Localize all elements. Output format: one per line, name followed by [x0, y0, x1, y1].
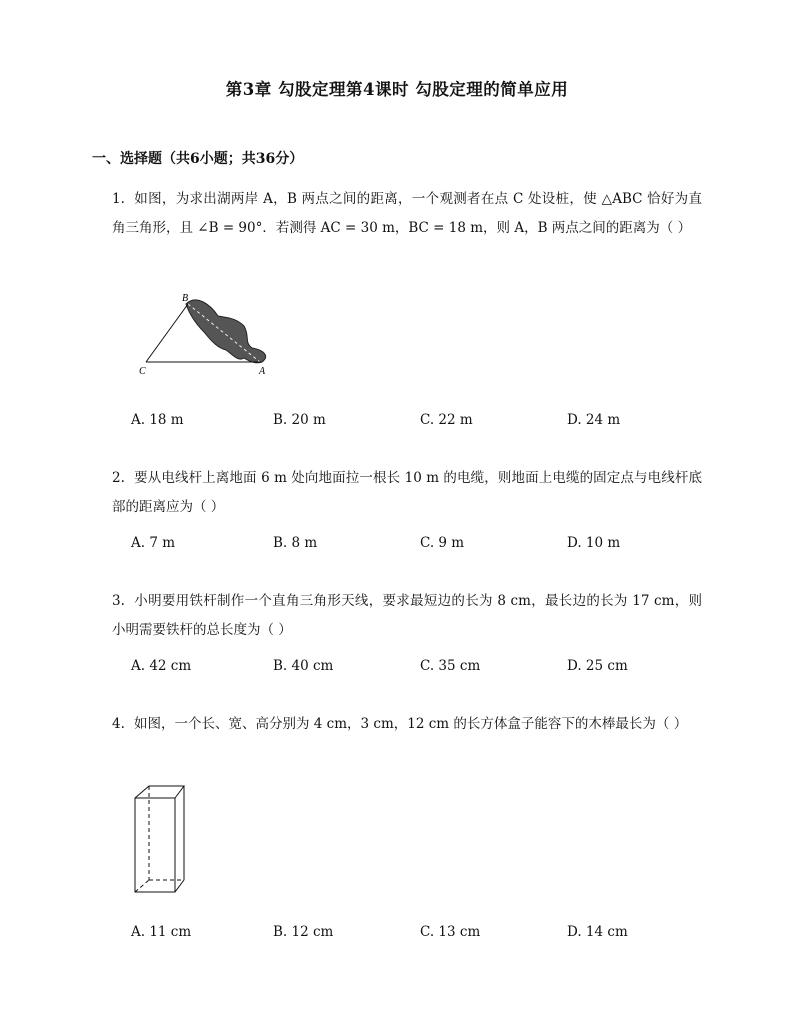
- box-front-face: [135, 798, 175, 892]
- page-title: 第3章 勾股定理第4课时 勾股定理的简单应用: [225, 80, 569, 99]
- label-b: B: [182, 293, 189, 304]
- question-text: 要从电线杆上离地面 6 m 处向地面拉一根长 10 m 的电缆，则地面上电缆的固定点与电线杆底部的距离应为（ ）: [112, 470, 702, 515]
- option-c[interactable]: C. 9 m: [420, 535, 465, 551]
- option-c[interactable]: C. 22 m: [420, 412, 473, 428]
- box-top-edges: [135, 786, 184, 798]
- lake-shape: [186, 300, 266, 363]
- option-a[interactable]: A. 11 cm: [131, 924, 192, 940]
- option-d[interactable]: D. 25 cm: [567, 658, 628, 674]
- question-number: 1.: [112, 191, 125, 207]
- question-text: 如图，为求出湖两岸 A，B 两点之间的距离，一个观测者在点 C 处设桩，使 △ABC 恰好为直角三角形，且 ∠B = 90°．若测得 AC = 30 m，BC = 18 m，则 A，B 两点之间的距离为（ ）: [112, 191, 702, 236]
- question-text: 如图，一个长、宽、高分别为 4 cm，3 cm，12 cm 的长方体盒子能容下的木棒最长为（ ）: [134, 716, 688, 732]
- option-d[interactable]: D. 24 m: [567, 412, 621, 428]
- question-number: 2.: [112, 470, 125, 486]
- segment-cb: [146, 304, 188, 362]
- question-number: 3.: [112, 593, 125, 609]
- label-a: A: [259, 366, 266, 377]
- option-a[interactable]: A. 18 m: [131, 412, 184, 428]
- question-3: [112, 587, 702, 645]
- option-a[interactable]: A. 7 m: [131, 535, 176, 551]
- box-hidden-diagonal: [135, 880, 149, 892]
- option-a[interactable]: A. 42 cm: [131, 658, 192, 674]
- option-b[interactable]: B. 40 cm: [273, 658, 334, 674]
- cuboid-box-figure: [130, 782, 190, 898]
- option-d[interactable]: D. 14 cm: [567, 924, 628, 940]
- lake-triangle-figure: [138, 290, 274, 380]
- option-b[interactable]: B. 20 m: [273, 412, 326, 428]
- question-number: 4.: [112, 716, 125, 732]
- box-bottom-right-edge: [175, 880, 184, 892]
- section-heading: 一、选择题（共6小题；共36分）: [92, 151, 304, 167]
- label-c: C: [139, 366, 146, 377]
- option-d[interactable]: D. 10 m: [567, 535, 621, 551]
- question-text: 小明要用铁杆制作一个直角三角形天线，要求最短边的长为 8 cm，最长边的长为 17 cm，则小明需要铁杆的总长度为（ ）: [112, 593, 702, 638]
- option-c[interactable]: C. 35 cm: [420, 658, 481, 674]
- question-1: [112, 185, 702, 243]
- question-4: [112, 710, 702, 739]
- question-2: [112, 464, 702, 522]
- option-c[interactable]: C. 13 cm: [420, 924, 481, 940]
- option-b[interactable]: B. 8 m: [273, 535, 318, 551]
- option-b[interactable]: B. 12 cm: [273, 924, 334, 940]
